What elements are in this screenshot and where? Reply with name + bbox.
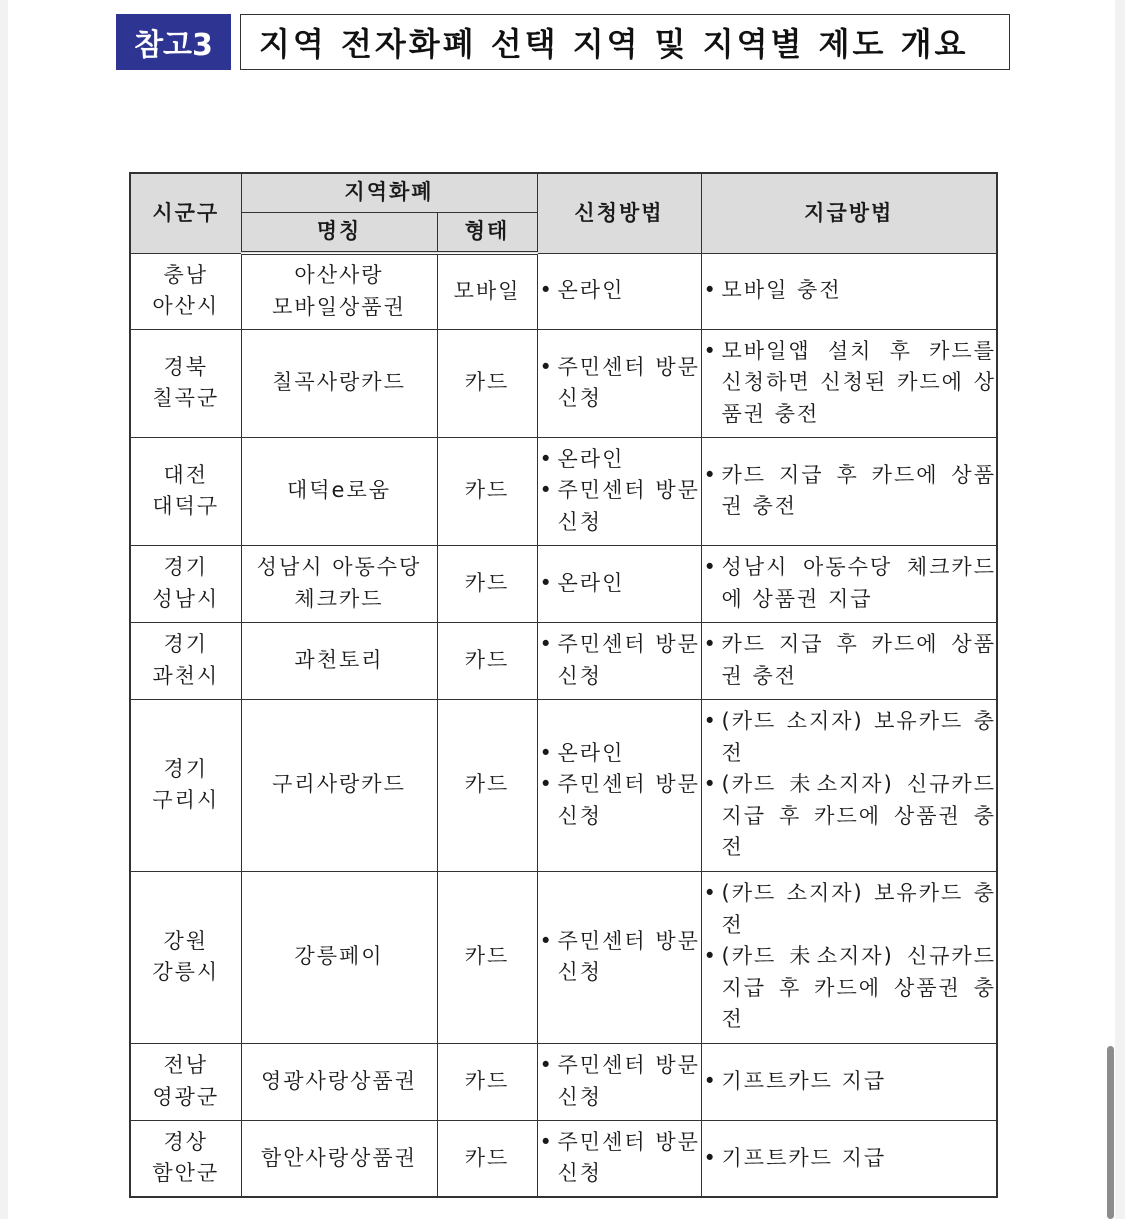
cell-currency-name — [241, 545, 437, 622]
cell-line: 전남 — [163, 1053, 209, 1077]
cell-region — [130, 437, 241, 545]
cell-apply-method — [537, 437, 701, 545]
cell-line: 경북 — [163, 354, 209, 379]
cell-line: 구리사랑카드 — [272, 772, 406, 797]
bullet-item: • 성남시 아동수당 체크카드에 상품권 지급 — [702, 552, 997, 615]
cell-region — [130, 1043, 241, 1120]
bullet-list — [538, 1127, 701, 1190]
cell-line: 대덕e로움 — [286, 478, 392, 503]
cell-pay-method — [701, 699, 997, 871]
bullet-list — [702, 275, 997, 307]
cell-apply-method — [537, 699, 701, 871]
cell-currency-form: 카드 — [437, 1120, 537, 1197]
cell-currency-name — [241, 329, 437, 437]
cell-line: 모바일상품권 — [272, 294, 406, 319]
cell-line: 함안군 — [152, 1161, 220, 1186]
document-title: 지역 전자화폐 선택 지역 및 지역별 제도 개요 — [240, 14, 1010, 70]
bullet-item: • 주민센터 방문신청 — [538, 769, 701, 832]
bullet-item: • 모바일앱 설치 후 카드를 신청하면 신청된 카드에 상품권 충전 — [702, 336, 997, 431]
cell-currency-name — [241, 1120, 437, 1197]
cell-region — [130, 545, 241, 622]
bullet-item: • 모바일 충전 — [702, 275, 997, 307]
bullet-list — [538, 352, 701, 415]
cell-currency-name — [241, 1043, 437, 1120]
table-row — [130, 699, 997, 871]
cell-line: 함안사랑상품권 — [260, 1145, 417, 1170]
bullet-list — [702, 706, 997, 864]
header-currency: 지역화폐 — [241, 173, 537, 213]
cell-apply-method — [537, 622, 701, 699]
cell-region — [130, 622, 241, 699]
cell-region — [130, 699, 241, 871]
cell-currency-name — [241, 253, 437, 329]
cell-apply-method — [537, 1043, 701, 1120]
cell-line: 영광군 — [152, 1084, 220, 1109]
cell-pay-method — [701, 329, 997, 437]
cell-line: 성남시 — [152, 586, 220, 611]
cell-apply-method — [537, 1120, 701, 1197]
bullet-item: • 주민센터 방문신청 — [538, 475, 701, 538]
bullet-list — [538, 444, 701, 539]
cell-apply-method — [537, 871, 701, 1043]
header-form: 형태 — [437, 213, 537, 254]
cell-currency-form: 카드 — [437, 699, 537, 871]
bullet-item: • 온라인 — [538, 444, 701, 476]
cell-line: 영광사랑상품권 — [260, 1068, 417, 1093]
cell-pay-method — [701, 871, 997, 1043]
cell-currency-form: 카드 — [437, 622, 537, 699]
cell-line: 칠곡군 — [152, 386, 220, 410]
cell-line: 성남시 아동수당 — [256, 555, 422, 579]
cell-region — [130, 1120, 241, 1197]
table-row — [130, 871, 997, 1043]
header-name: 명칭 — [241, 213, 437, 254]
cell-currency-form: 카드 — [437, 545, 537, 622]
cell-line: 아산시 — [152, 294, 220, 318]
bullet-item: • 카드 지급 후 카드에 상품권 충전 — [702, 629, 997, 692]
cell-currency-form: 카드 — [437, 329, 537, 437]
bullet-item: • (카드 未소지자) 신규카드 지급 후 카드에 상품권 충전 — [702, 769, 997, 864]
bullet-item: • 주민센터 방문신청 — [538, 1050, 701, 1113]
bullet-item: • 온라인 — [538, 275, 701, 307]
cell-line: 체크카드 — [294, 586, 384, 611]
bullet-list — [538, 926, 701, 989]
bullet-item: • (카드 소지자) 보유카드 충전 — [702, 706, 997, 769]
bullet-item: • 기프트카드 지급 — [702, 1066, 997, 1098]
cell-currency-form: 카드 — [437, 437, 537, 545]
bullet-list — [538, 1050, 701, 1113]
header-region: 시군구 — [130, 173, 241, 253]
table-row — [130, 253, 997, 329]
cell-currency-name — [241, 437, 437, 545]
cell-currency-form: 카드 — [437, 871, 537, 1043]
reference-badge: 참고3 — [116, 14, 231, 70]
bullet-list — [538, 275, 701, 307]
cell-line: 강릉시 — [152, 960, 220, 984]
bullet-list — [702, 1143, 997, 1175]
cell-pay-method — [701, 545, 997, 622]
bullet-item: • 주민센터 방문신청 — [538, 352, 701, 415]
table-row — [130, 437, 997, 545]
header-apply: 신청방법 — [537, 173, 701, 253]
cell-line: 경기 — [163, 555, 209, 579]
cell-currency-name — [241, 871, 437, 1043]
bullet-list — [538, 568, 701, 600]
scrollbar-thumb[interactable] — [1107, 1046, 1114, 1219]
bullet-item: • (카드 소지자) 보유카드 충전 — [702, 878, 997, 941]
cell-line: 과천시 — [152, 663, 220, 688]
bullet-item: • 주민센터 방문신청 — [538, 1127, 701, 1190]
cell-line: 경기 — [163, 632, 209, 656]
cell-line: 대전 — [163, 462, 209, 487]
cell-region — [130, 253, 241, 329]
header-pay: 지급방법 — [701, 173, 997, 253]
cell-pay-method — [701, 437, 997, 545]
cell-line: 강릉페이 — [294, 944, 384, 969]
table-row — [130, 329, 997, 437]
table-row — [130, 1043, 997, 1120]
bullet-list — [538, 738, 701, 833]
cell-currency-name — [241, 699, 437, 871]
bullet-list — [702, 336, 997, 431]
bullet-item: • 기프트카드 지급 — [702, 1143, 997, 1175]
cell-currency-form: 카드 — [437, 1043, 537, 1120]
bullet-item: • 온라인 — [538, 568, 701, 600]
cell-pay-method — [701, 253, 997, 329]
bullet-item: • (카드 未소지자) 신규카드 지급 후 카드에 상품권 충전 — [702, 941, 997, 1036]
cell-pay-method — [701, 1120, 997, 1197]
page-margin-right — [1115, 0, 1125, 1219]
cell-apply-method — [537, 329, 701, 437]
bullet-list — [538, 629, 701, 692]
cell-line: 경기 — [163, 756, 209, 781]
bullet-item: • 주민센터 방문신청 — [538, 926, 701, 989]
bullet-list — [702, 460, 997, 523]
table-row — [130, 1120, 997, 1197]
bullet-item: • 카드 지급 후 카드에 상품권 충전 — [702, 460, 997, 523]
cell-line: 과천토리 — [294, 647, 384, 672]
bullet-list — [702, 1066, 997, 1098]
cell-line: 충남 — [163, 262, 209, 287]
bullet-item: • 주민센터 방문신청 — [538, 629, 701, 692]
bullet-list — [702, 878, 997, 1036]
cell-region — [130, 329, 241, 437]
cell-apply-method — [537, 545, 701, 622]
cell-line: 대덕구 — [152, 494, 220, 518]
regional-currency-table — [129, 172, 998, 1198]
cell-region — [130, 871, 241, 1043]
cell-line: 아산사랑 — [294, 263, 384, 288]
page-margin-left — [0, 0, 8, 1219]
cell-pay-method — [701, 622, 997, 699]
cell-line: 경상 — [163, 1129, 209, 1154]
cell-line: 칠곡사랑카드 — [272, 370, 406, 395]
cell-line: 구리시 — [152, 788, 220, 812]
cell-pay-method — [701, 1043, 997, 1120]
table-row — [130, 622, 997, 699]
bullet-list — [702, 552, 997, 615]
cell-apply-method — [537, 253, 701, 329]
cell-line: 강원 — [163, 928, 209, 953]
bullet-item: • 온라인 — [538, 738, 701, 770]
cell-currency-form: 모바일 — [437, 253, 537, 329]
cell-currency-name — [241, 622, 437, 699]
table-row — [130, 545, 997, 622]
bullet-list — [702, 629, 997, 692]
